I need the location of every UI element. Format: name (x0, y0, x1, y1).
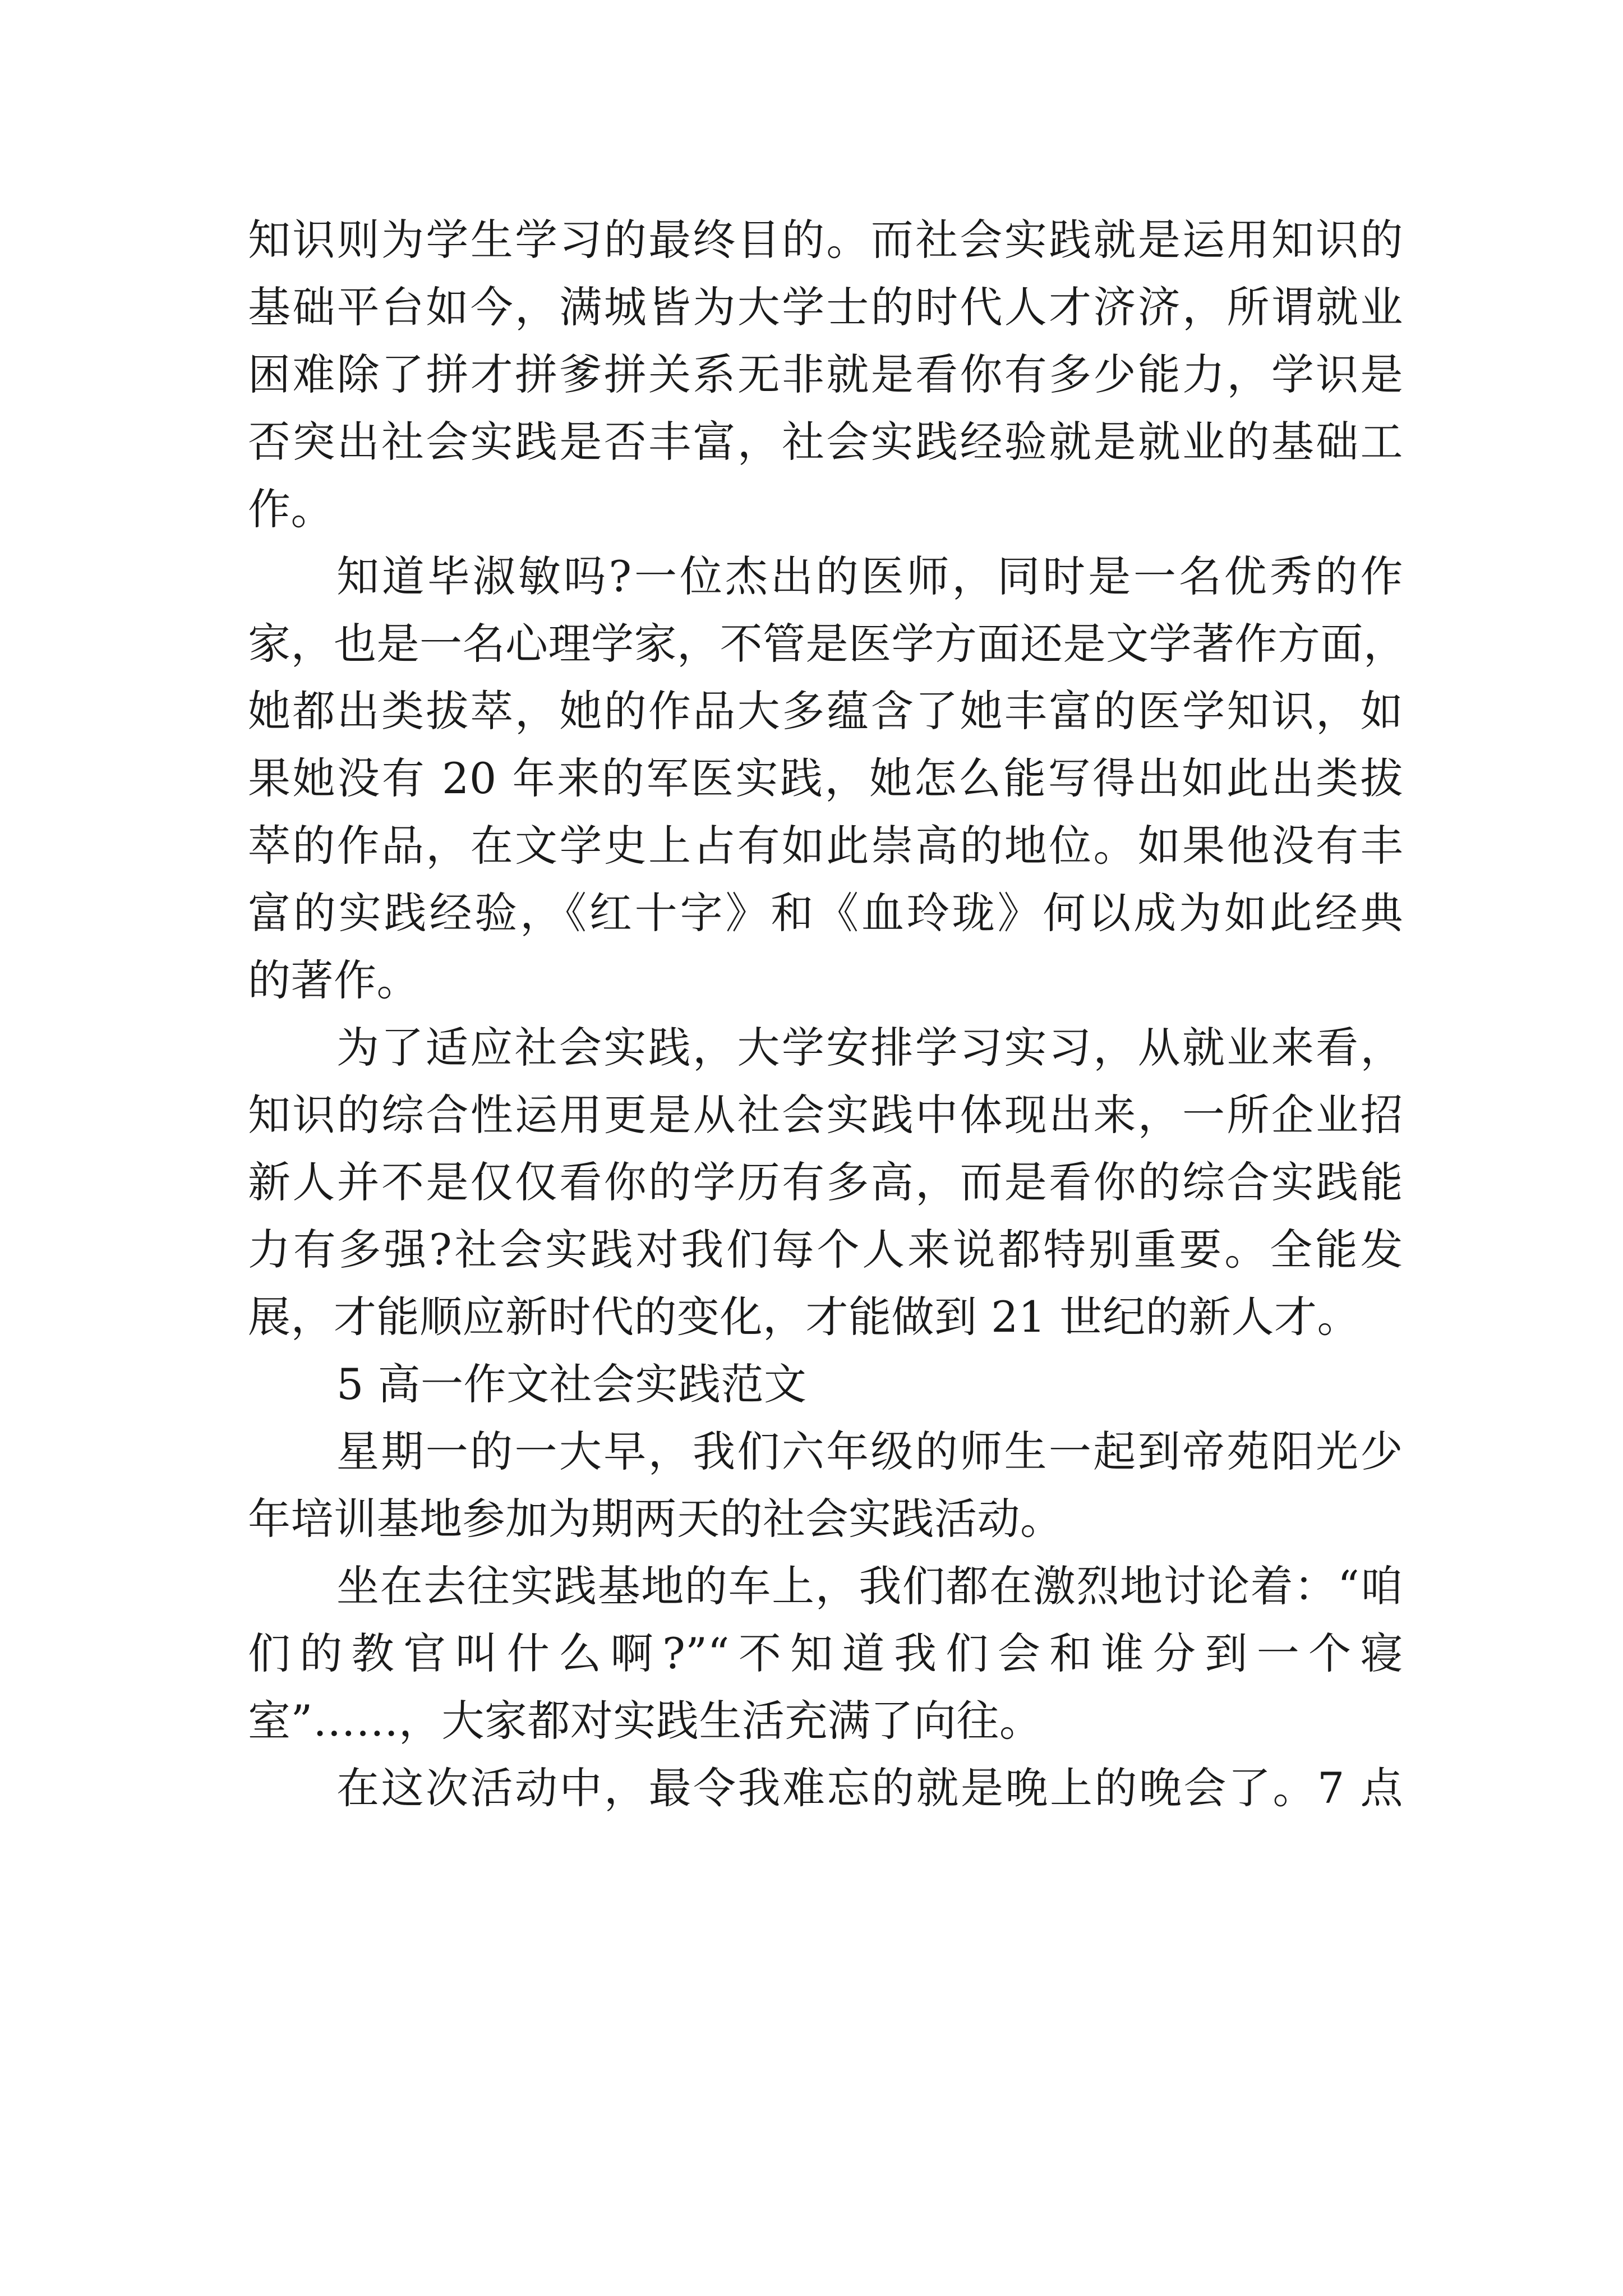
text-line: 作。 (248, 484, 334, 534)
text-line: 们的教官叫什么啊?”“不知道我们会和谁分到一个寝 (248, 1628, 1403, 1678)
text-line: 年培训基地参加为期两天的社会实践活动。 (248, 1494, 1063, 1544)
paragraph-start-line: 为了适应社会实践，大学安排学习实习，从就业来看， (336, 1023, 1403, 1073)
text-line: 萃的作品，在文学史上占有如此崇高的地位。如果他没有丰 (248, 821, 1403, 871)
text-line: 知识的综合性运用更是从社会实践中体现出来，一所企业招 (248, 1090, 1403, 1140)
text-line: 室”……，大家都对实践生活充满了向往。 (248, 1696, 1043, 1746)
paragraph-start-line: 星期一的一大早，我们六年级的师生一起到帝苑阳光少 (336, 1427, 1403, 1476)
section-heading: 5 高一作文社会实践范文 (336, 1359, 807, 1409)
text-line: 新人并不是仅仅看你的学历有多高，而是看你的综合实践能 (248, 1157, 1403, 1207)
text-line: 否突出社会实践是否丰富，社会实践经验就是就业的基础工 (248, 417, 1403, 467)
text-line: 展，才能顺应新时代的变化，才能做到 21 世纪的新人才。 (248, 1292, 1361, 1342)
text-line: 富的实践经验，《红十字》和《血玲珑》何以成为如此经典 (248, 888, 1403, 938)
text-line: 困难除了拼才拼爹拼关系无非就是看你有多少能力，学识是 (248, 349, 1403, 399)
text-line: 力有多强?社会实践对我们每个人来说都特别重要。全能发 (248, 1225, 1403, 1274)
paragraph-start-line: 在这次活动中，最令我难忘的就是晚上的晚会了。7 点 (336, 1763, 1403, 1813)
text-line: 的著作。 (248, 955, 419, 1005)
text-line: 知识则为学生学习的最终目的。而社会实践就是运用知识的 (248, 215, 1403, 265)
text-line: 家，也是一名心理学家，不管是医学方面还是文学著作方面， (248, 619, 1407, 669)
text-line: 果她没有 20 年来的军医实践，她怎么能写得出如此出类拔 (248, 753, 1403, 803)
text-line: 基础平台如今，满城皆为大学士的时代人才济济，所谓就业 (248, 282, 1403, 332)
document-body (248, 206, 1407, 1822)
text-line: 她都出类拔萃，她的作品大多蕴含了她丰富的医学知识，如 (248, 686, 1403, 736)
paragraph-start-line: 知道毕淑敏吗?一位杰出的医师，同时是一名优秀的作 (336, 551, 1403, 601)
paragraph-start-line: 坐在去往实践基地的车上，我们都在激烈地讨论着：“咱 (336, 1561, 1403, 1611)
